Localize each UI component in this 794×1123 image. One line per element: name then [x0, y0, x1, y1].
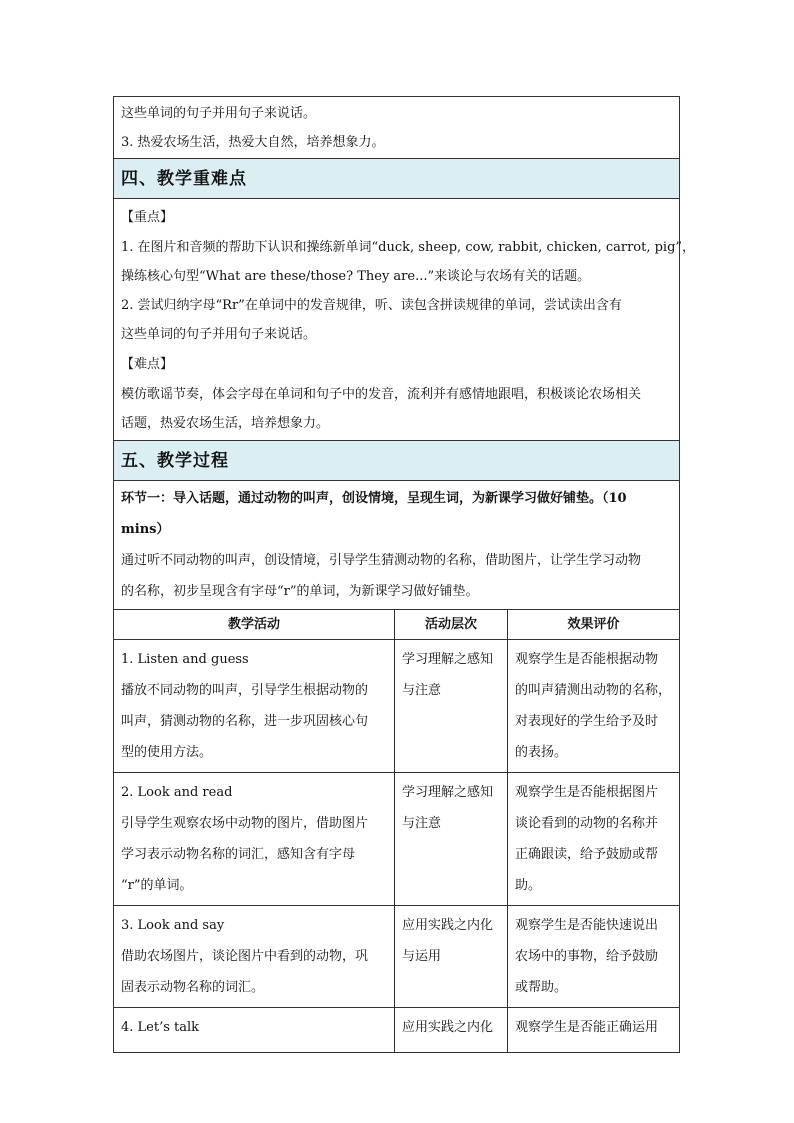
- stage-title-line: mins）: [121, 522, 170, 537]
- activity-cell: [114, 1008, 395, 1052]
- key-line: 操练核心句型“What are these/those? They are...”来谈论与农场有关的话题。: [121, 269, 591, 284]
- level-cell: [395, 906, 508, 1007]
- table-row: [114, 772, 679, 905]
- evaluation-text: 对表现好的学生给予及时: [515, 714, 659, 729]
- activity-title: 1. Listen and guess: [121, 652, 249, 667]
- activity-table-header: [114, 609, 679, 639]
- evaluation-text: 观察学生是否能正确运用: [515, 1020, 659, 1035]
- activity-text: 学习表示动物名称的词汇，感知含有字母: [121, 847, 356, 862]
- level-text: 应用实践之内化: [402, 918, 494, 933]
- evaluation-text: 的叫声猜测出动物的名称，: [515, 683, 672, 698]
- level-text: 与运用: [402, 949, 442, 964]
- activity-text: “r”的单词。: [121, 878, 193, 893]
- level-cell: [395, 1008, 508, 1052]
- intro-line: 这些单词的句子并用句子来说话。: [121, 106, 317, 121]
- evaluation-cell: [508, 773, 679, 905]
- header-activity: 教学活动: [114, 610, 395, 639]
- evaluation-text: 观察学生是否能根据动物: [515, 652, 659, 667]
- intro-line: 3. 热爱农场生活，热爱大自然，培养想象力。: [121, 135, 385, 150]
- difficult-line: 模仿歌谣节奏，体会字母在单词和句子中的发音，流利并有感情地跟唱，积极谈论农场相关: [121, 387, 642, 402]
- table-row: [114, 639, 679, 772]
- key-line: 2. 尝试归纳字母“Rr”在单词中的发音规律，听、读包含拼读规律的单词，尝试读出含有: [121, 298, 622, 313]
- stage-block: [114, 480, 679, 609]
- level-cell: [395, 773, 508, 905]
- difficult-line: 话题，热爱农场生活，培养想象力。: [121, 416, 330, 431]
- activity-text: 借助农场图片，谈论图片中看到的动物，巩: [121, 949, 369, 964]
- table-row: [114, 1007, 679, 1052]
- evaluation-text: 观察学生是否能根据图片: [515, 785, 659, 800]
- level-text: 与注意: [402, 683, 442, 698]
- evaluation-cell: [508, 1008, 679, 1052]
- header-evaluation: 效果评价: [567, 617, 620, 632]
- header-level: 活动层次: [395, 610, 508, 639]
- activity-cell: [114, 640, 395, 772]
- section-heading: 四、教学重难点: [114, 158, 679, 198]
- activity-text: 播放不同动物的叫声，引导学生根据动物的: [121, 683, 369, 698]
- level-text: 应用实践之内化: [402, 1020, 494, 1035]
- intro-block: [114, 96, 679, 158]
- evaluation-text: 的表扬。: [515, 745, 568, 760]
- activity-text: 引导学生观察农场中动物的图片，借助图片: [121, 816, 369, 831]
- stage-title-line: 环节一：导入话题，通过动物的叫声，创设情境，呈现生词，为新课学习做好铺垫。（10: [121, 491, 627, 506]
- evaluation-cell: [508, 640, 679, 772]
- evaluation-text: 谈论看到的动物的名称并: [515, 816, 659, 831]
- activity-cell: [114, 906, 395, 1007]
- key-label: 【重点】: [121, 210, 174, 225]
- activity-title: 3. Look and say: [121, 918, 225, 933]
- activity-text: 固表示动物名称的词汇。: [121, 980, 265, 995]
- activity-title: 4. Let’s talk: [121, 1020, 200, 1035]
- level-cell: [395, 640, 508, 772]
- activity-text: 型的使用方法。: [121, 745, 213, 760]
- key-line: 这些单词的句子并用句子来说话。: [121, 327, 317, 342]
- evaluation-text: 正确跟读，给予鼓励或帮: [515, 847, 659, 862]
- evaluation-text: 或帮助。: [515, 980, 568, 995]
- section-heading: 五、教学过程: [114, 440, 679, 480]
- key-line: 1. 在图片和音频的帮助下认识和操练新单词“duck, sheep, cow, rabbit, chicken, carrot, pig”，: [121, 240, 696, 255]
- key-points-block: [114, 198, 696, 440]
- activity-title: 2. Look and read: [121, 785, 233, 800]
- activity-cell: [114, 773, 395, 905]
- level-text: 学习理解之感知: [402, 785, 494, 800]
- stage-desc-line: 通过听不同动物的叫声，创设情境，引导学生猜测动物的名称，借助图片，让学生学习动物: [121, 553, 642, 568]
- evaluation-text: 助。: [515, 878, 542, 893]
- evaluation-text: 农场中的事物，给予鼓励: [515, 949, 659, 964]
- evaluation-text: 观察学生是否能快速说出: [515, 918, 659, 933]
- level-text: 学习理解之感知: [402, 652, 494, 667]
- lesson-plan-table: [113, 96, 696, 1053]
- evaluation-cell: [508, 906, 679, 1007]
- activity-text: 叫声，猜测动物的名称，进一步巩固核心句: [121, 714, 369, 729]
- level-text: 与注意: [402, 816, 442, 831]
- difficult-label: 【难点】: [121, 357, 174, 372]
- table-row: [114, 905, 679, 1007]
- stage-desc-line: 的名称，初步呈现含有字母“r”的单词，为新课学习做好铺垫。: [121, 584, 479, 599]
